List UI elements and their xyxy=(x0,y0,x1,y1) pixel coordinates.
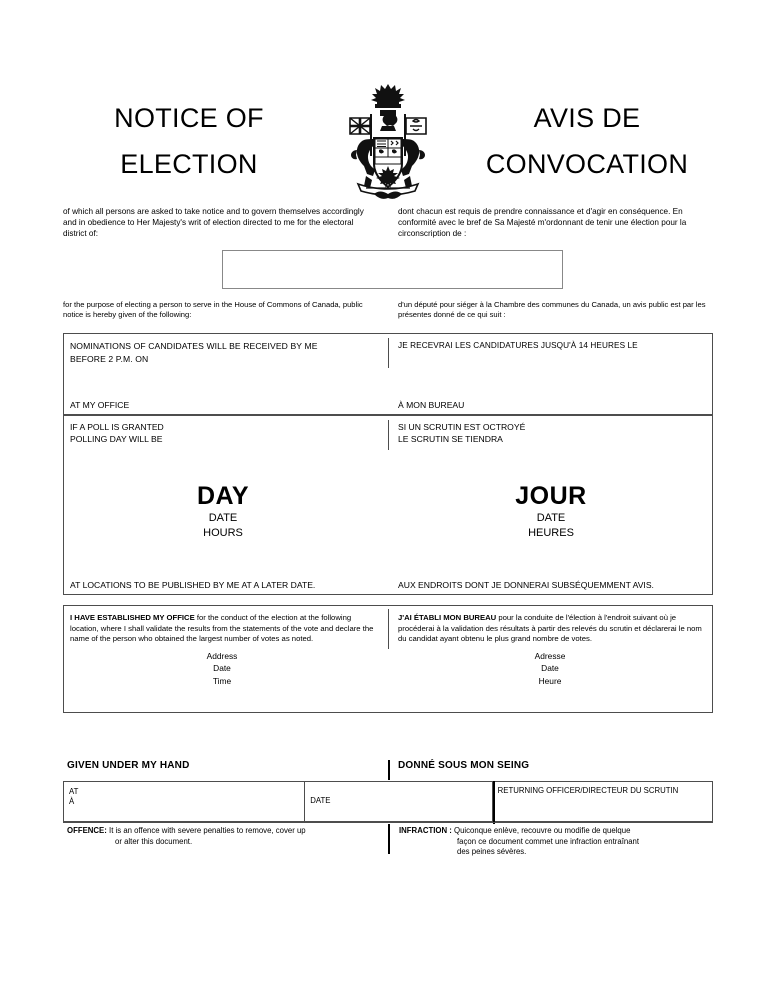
signature-date-field[interactable] xyxy=(305,782,491,821)
at-my-office-label: AT MY OFFICE xyxy=(70,400,130,410)
nominations-fr-line1: JE RECEVRAI LES CANDIDATURES JUSQU'À 14 HEURES LE xyxy=(398,341,638,350)
title-en-line1: NOTICE OF xyxy=(114,102,264,133)
established-office-english xyxy=(64,606,388,712)
returning-officer-signature-field[interactable] xyxy=(492,782,712,821)
page-title-english xyxy=(63,95,315,187)
intro-text-french: dont chacun est requis de prendre connaissance et d'agir en conséquence. En conformité avec le bref de Sa Majesté m'ordonnant de tenir une élection pour la circonscription de : xyxy=(398,207,687,239)
purpose-text-english: for the purpose of electing a person to serve in the House of Commons of Canada, public notice is hereby given of the following: xyxy=(63,300,363,320)
established-office-french xyxy=(388,606,712,712)
established-office-text-en xyxy=(70,613,374,645)
poll-granted-fr: SI UN SCRUTIN EST OCTROYÉ xyxy=(398,422,526,432)
established-office-text-fr xyxy=(398,613,702,645)
page-title-french xyxy=(461,95,713,187)
day-date-en: DATE xyxy=(208,512,238,524)
polling-day-section xyxy=(63,415,713,595)
purpose-paragraphs xyxy=(63,300,713,321)
established-office-fr-rest: pour la conduite de l'élection à l'endroit suivant où je procéderai à la validation des résultats à partir des relevés du scrutin et déclarerai le nom du candidat ayant obtenu le plus grand nombre de votes. xyxy=(398,613,702,644)
date-label: DATE xyxy=(310,796,331,805)
office-time-label-en: Time xyxy=(212,675,232,686)
polling-day-will-be-fr: LE SCRUTIN SE TIENDRA xyxy=(398,434,503,444)
a-mon-bureau-label: À MON BUREAU xyxy=(398,400,465,410)
electoral-district-field[interactable] xyxy=(222,250,563,289)
office-time-label-fr: Heure xyxy=(538,675,562,686)
intro-text-english: of which all persons are asked to take notice and to govern themselves accordingly and in obedience to Her Majesty's writ of election directed to me for the electoral district of: xyxy=(63,207,364,239)
title-en-line2: ELECTION xyxy=(120,148,258,179)
polling-french xyxy=(388,416,712,594)
offence-text-english xyxy=(63,824,388,858)
given-under-my-hand-label: GIVEN UNDER MY HAND xyxy=(67,760,190,771)
office-date-label-fr: Date xyxy=(541,663,559,674)
offence-en-line2: or alter this document. xyxy=(115,836,193,846)
day-date-fr: DATE xyxy=(536,512,566,524)
established-office-section xyxy=(63,605,713,713)
at-label-fr: À xyxy=(69,796,75,806)
nominations-section xyxy=(63,333,713,415)
intro-paragraphs xyxy=(63,206,713,240)
office-fields-fr xyxy=(398,650,702,688)
offence-text-french xyxy=(388,824,713,858)
signature-place-field[interactable] xyxy=(64,782,305,821)
offence-notice xyxy=(63,824,713,858)
offence-en-line1: It is an offence with severe penalties to remove, cover up xyxy=(106,826,306,835)
purpose-text-french: d'un député pour siéger à la Chambre des communes du Canada, un avis public est par les présentes donné de ce qui suit : xyxy=(398,300,706,320)
nominations-english xyxy=(64,334,388,414)
polling-day-block-en xyxy=(70,481,376,541)
nominations-en-line2: BEFORE 2 P.M. ON xyxy=(70,353,149,364)
offence-label-fr: INFRACTION : xyxy=(399,826,452,835)
day-word-fr: JOUR xyxy=(515,482,587,510)
locations-note-en: AT LOCATIONS TO BE PUBLISHED BY ME AT A LATER DATE. xyxy=(70,580,316,590)
offence-fr-line1: Quiconque enlève, recouvre ou modifie de quelque xyxy=(451,826,631,835)
day-word-en: DAY xyxy=(197,482,249,510)
office-date-label-en: Date xyxy=(213,663,231,674)
offence-top-rule xyxy=(63,822,713,823)
title-fr-line2: CONVOCATION xyxy=(485,148,689,179)
offence-label-en: OFFENCE: xyxy=(67,826,107,835)
polling-day-block-fr xyxy=(398,481,704,541)
established-office-en-bold: I HAVE ESTABLISHED MY OFFICE xyxy=(70,613,195,622)
returning-officer-label: RETURNING OFFICER/DIRECTEUR DU SCRUTIN xyxy=(497,786,679,795)
day-hours-fr: HEURES xyxy=(528,527,574,539)
offence-fr-line3: des peines sévères. xyxy=(457,847,527,857)
day-hours-en: HOURS xyxy=(203,527,243,539)
locations-note-fr: AUX ENDROITS DONT JE DONNERAI SUBSÉQUEMMENT AVIS. xyxy=(398,580,654,590)
nominations-french xyxy=(388,334,712,414)
office-address-label-en: Address xyxy=(206,650,238,661)
poll-granted-en: IF A POLL IS GRANTED xyxy=(70,422,164,432)
coat-of-arms-icon xyxy=(342,78,434,203)
polling-english xyxy=(64,416,388,594)
at-label-en: AT xyxy=(69,787,79,796)
given-under-hand-headers xyxy=(63,760,713,782)
established-office-en-rest: for the conduct of the election at the following location, where I shall validate the results from the statements of the vote and declare the name of the person who obtained the largest number of votes as noted. xyxy=(70,613,374,644)
polling-day-will-be-en: POLLING DAY WILL BE xyxy=(70,434,163,444)
office-fields-en xyxy=(70,650,374,688)
title-fr-line1: AVIS DE xyxy=(533,102,641,133)
office-address-label-fr: Adresse xyxy=(534,650,566,661)
nominations-en-line1: NOMINATIONS OF CANDIDATES WILL BE RECEIVED BY ME xyxy=(70,341,318,351)
document-header xyxy=(63,78,713,203)
donne-sous-mon-seing-label: DONNÉ SOUS MON SEING xyxy=(388,760,713,782)
established-office-fr-bold: J'AI ÉTABLI MON BUREAU xyxy=(398,613,497,622)
signature-grid xyxy=(63,781,713,822)
offence-fr-line2: façon ce document commet une infraction entraînant xyxy=(457,836,640,846)
signature-center-divider xyxy=(493,781,495,824)
